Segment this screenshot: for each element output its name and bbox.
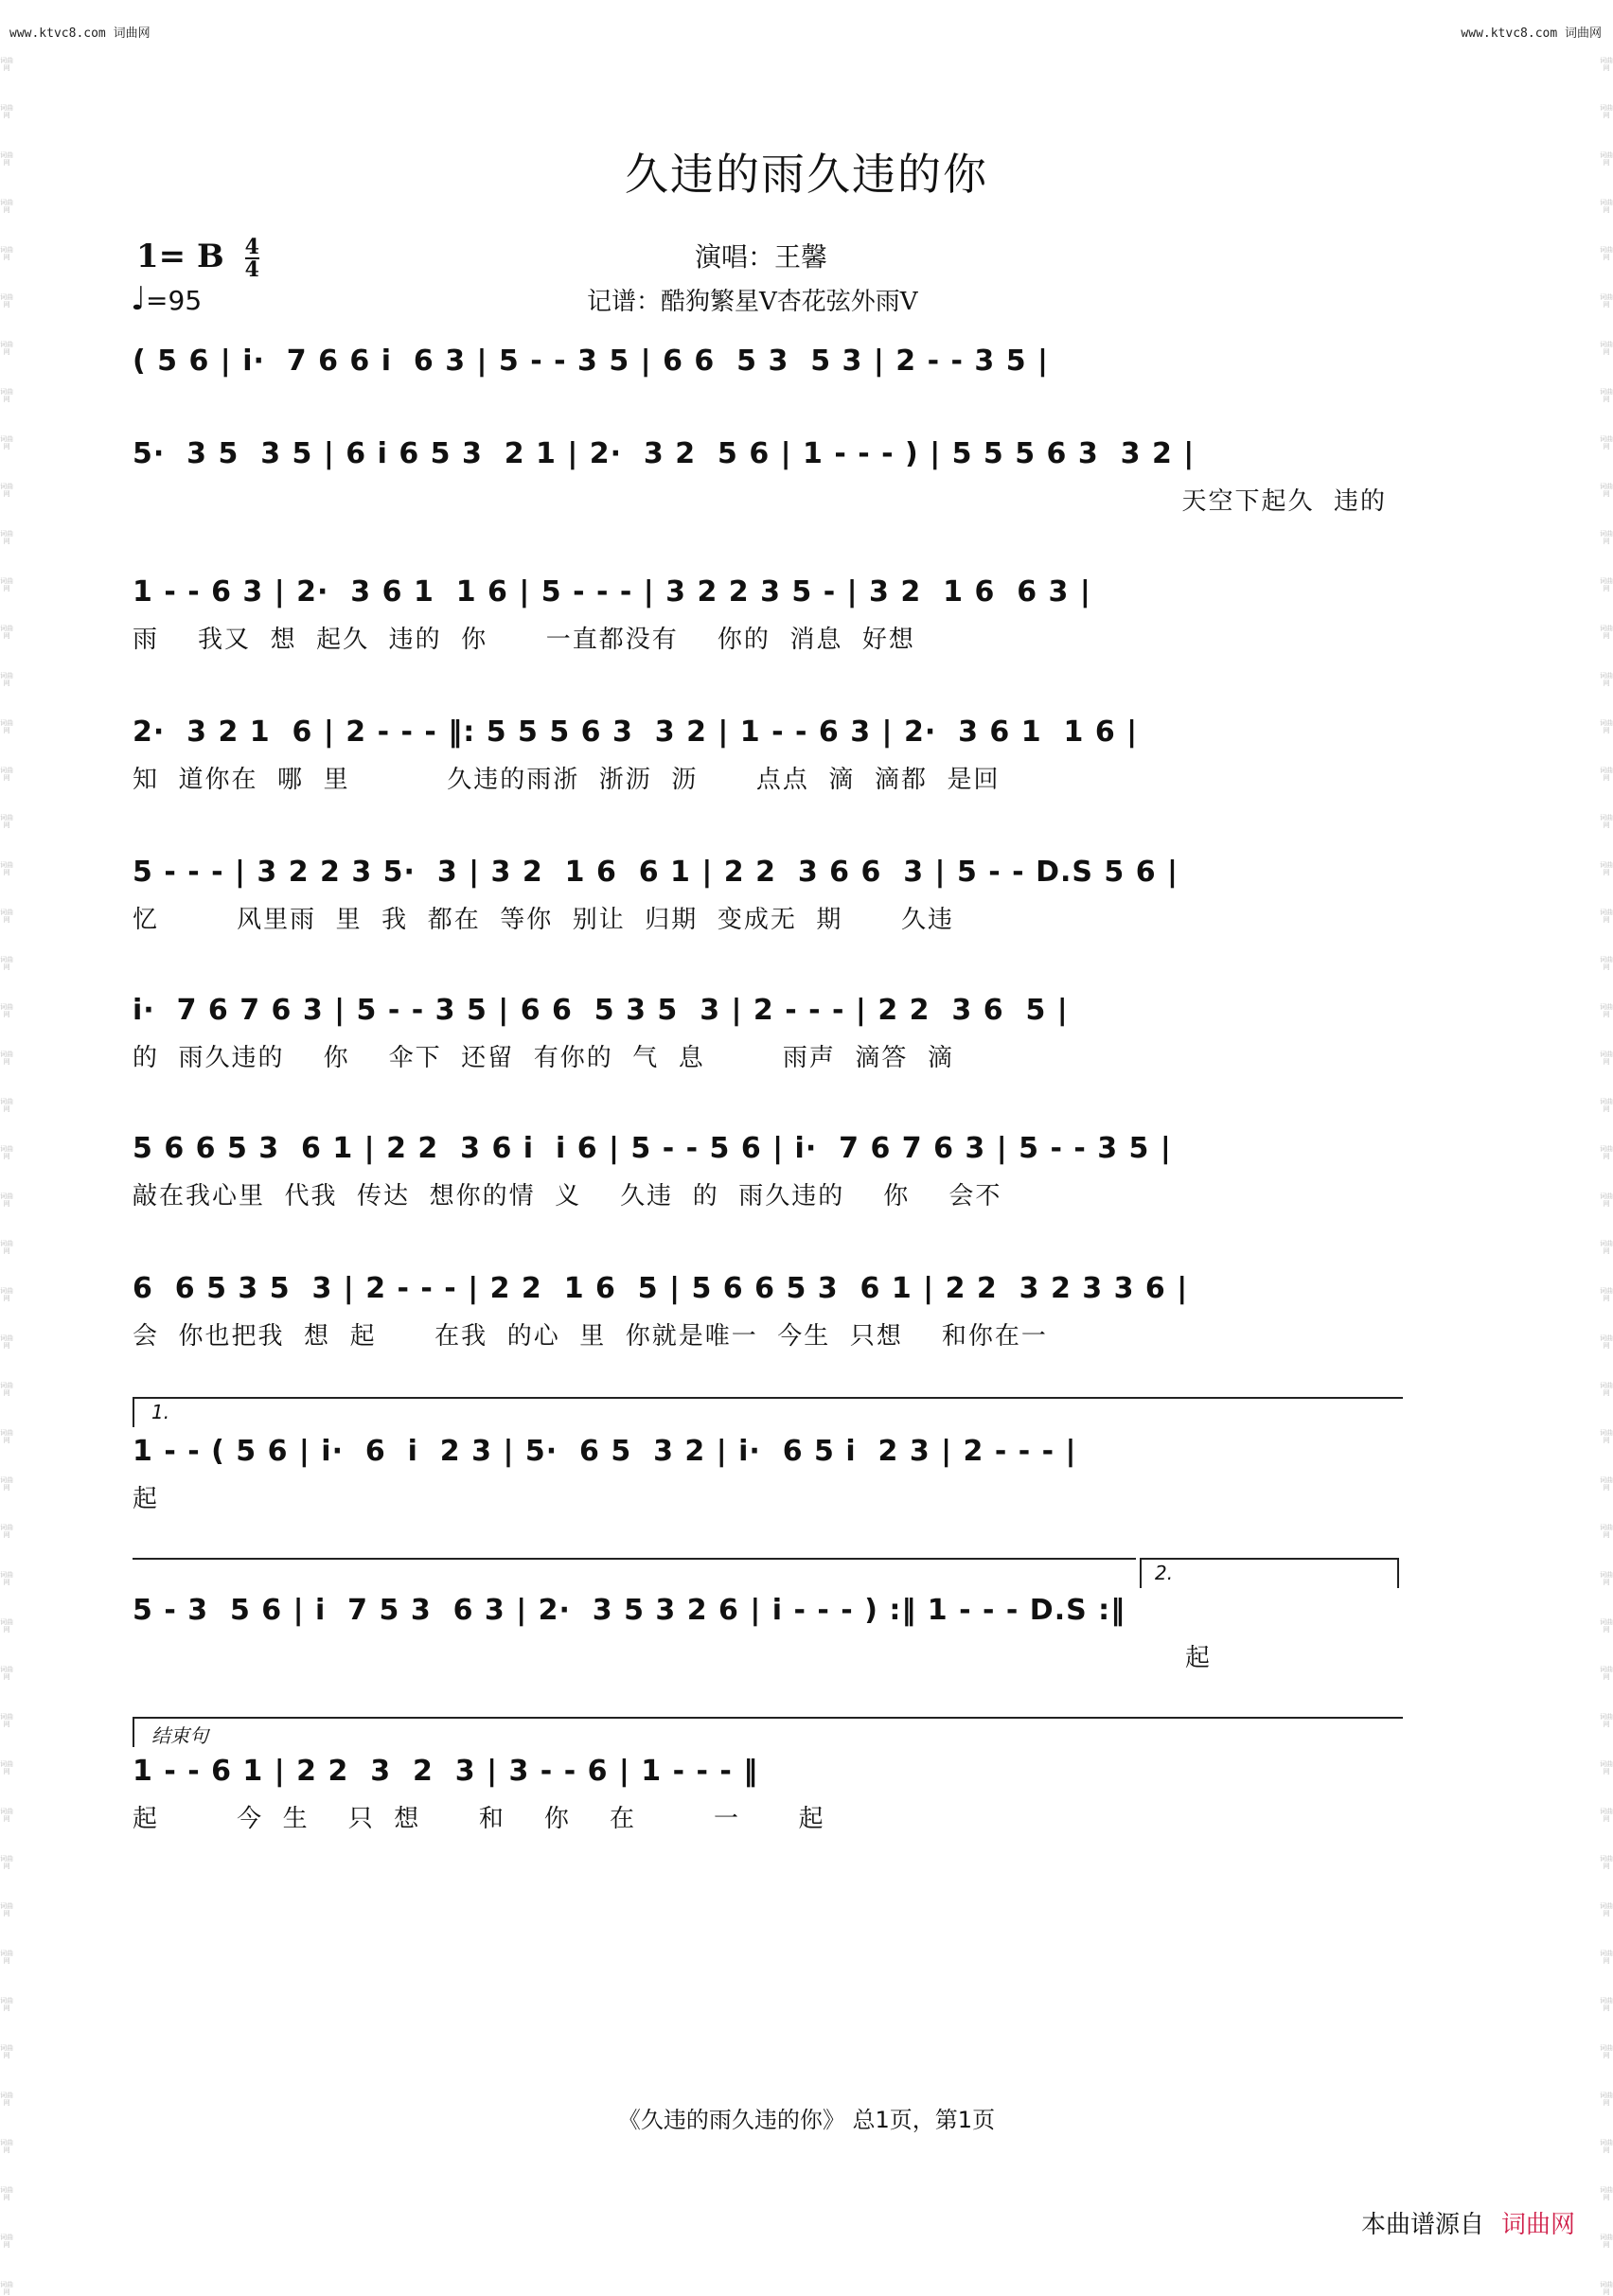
singer-credit: 演唱：王馨 <box>695 241 828 273</box>
score-row-1 <box>133 341 1406 382</box>
notation-line: 1 - - 6 1 | 2 2 3 2 3 | 3 - - 6 | 1 - - - ‖ <box>133 1755 759 1788</box>
coda-label: 结束句 <box>151 1724 208 1747</box>
source-label: 本曲谱源自 <box>1360 2211 1484 2239</box>
score-row-9 <box>133 1431 1406 1516</box>
lyric-line: 知 道你在 哪 里 久违的雨浙 浙沥 沥 点点 滴 滴都 是回 <box>133 766 1001 794</box>
source-brand-link[interactable]: 词曲网 <box>1500 2211 1575 2239</box>
lyric-line: 起 <box>1184 1644 1212 1672</box>
notation-line: 5 6 6 5 3 6 1 | 2 2 3 6 i i 6 | 5 - - 5 6 | i· 7 6 7 6 3 | 5 - - 3 5 | <box>133 1132 1172 1165</box>
notation-line: 5 - - - | 3 2 2 3 5· 3 | 3 2 1 6 6 1 | 2 2 3 6 6 3 | 5 - - D.S 5 6 | <box>133 856 1179 889</box>
score-row-8 <box>133 1268 1406 1353</box>
key-signature <box>136 237 259 280</box>
lyric-line: 起 <box>133 1485 160 1513</box>
coda-bracket <box>133 1717 1403 1747</box>
first-ending-label: 1. <box>151 1401 170 1423</box>
score-row-5 <box>133 852 1406 937</box>
side-watermark-right: 词曲网 词曲网 词曲网 词曲网 词曲网 词曲网 词曲网 词曲网 词曲网 词曲网 词曲网 词曲网 词曲网 词曲网 词曲网 词曲网 词曲网 词曲网 词曲网 词曲网 词曲网 词曲网 词曲网 词曲网 词曲网 词曲网 词曲网 词曲网 词曲网 词曲网 词曲网 词曲网 词曲网 词曲网 词曲网 词曲网 词曲网 词曲网 词曲网 词曲网 词曲网 词曲网 词曲网 词曲网 词曲网 词曲网 词曲网 词曲网 <box>1600 57 1613 2296</box>
second-ending-label: 2. <box>1155 1562 1174 1584</box>
notation-line: 5 - 3 5 6 | i 7 5 3 6 3 | 2· 3 5 3 2 6 | i - - - ) :‖ 1 - - - D.S :‖ <box>133 1594 1126 1627</box>
notation-line: i· 7 6 7 6 3 | 5 - - 3 5 | 6 6 5 3 5 3 | 2 - - - | 2 2 3 6 5 | <box>133 994 1069 1027</box>
side-watermark-left: 词曲网 词曲网 词曲网 词曲网 词曲网 词曲网 词曲网 词曲网 词曲网 词曲网 词曲网 词曲网 词曲网 词曲网 词曲网 词曲网 词曲网 词曲网 词曲网 词曲网 词曲网 词曲网 词曲网 词曲网 词曲网 词曲网 词曲网 词曲网 词曲网 词曲网 词曲网 词曲网 词曲网 词曲网 词曲网 词曲网 词曲网 词曲网 词曲网 词曲网 词曲网 词曲网 词曲网 词曲网 词曲网 词曲网 词曲网 词曲网 <box>0 57 13 2296</box>
score-row-7 <box>133 1128 1406 1213</box>
transcriber-credit: 记谱：酷狗繁星V杏花弦外雨V <box>587 288 918 316</box>
page-footer: 《久违的雨久违的你》 总1页，第1页 <box>617 2107 996 2133</box>
key-label: 1= B <box>136 238 224 275</box>
source-credit <box>1361 2205 1575 2240</box>
lyric-line: 天空下起久 违的 <box>1181 487 1387 516</box>
notation-line: 1 - - ( 5 6 | i· 6 i 2 3 | 5· 6 5 3 2 | i· 6 5 i 2 3 | 2 - - - | <box>133 1435 1077 1468</box>
tempo-value: =95 <box>146 285 203 316</box>
score-row-6 <box>133 990 1406 1075</box>
time-signature <box>245 237 259 280</box>
time-bottom: 4 <box>244 257 259 282</box>
tempo-marking <box>131 280 202 318</box>
notation-line: 6 6 5 3 5 3 | 2 - - - | 2 2 1 6 5 | 5 6 6 5 3 6 1 | 2 2 3 2 3 3 6 | <box>133 1272 1189 1305</box>
site-url-left: www.ktvc8.com 词曲网 <box>9 26 151 41</box>
score-row-3 <box>133 572 1406 657</box>
notation-line: 1 - - 6 3 | 2· 3 6 1 1 6 | 5 - - - | 3 2 2 3 5 - | 3 2 1 6 6 3 | <box>133 575 1091 609</box>
notation-line: 5· 3 5 3 5 | 6 i 6 5 3 2 1 | 2· 3 2 5 6 | 1 - - - ) | 5 5 5 6 3 3 2 | <box>133 437 1196 470</box>
lyric-line: 会 你也把我 想 起 在我 的心 里 你就是唯一 今生 只想 和你在一 <box>133 1322 1048 1351</box>
second-ending-bracket <box>1140 1558 1399 1588</box>
time-top: 4 <box>244 235 259 259</box>
score-row-11 <box>133 1751 1406 1836</box>
score-row-10 <box>133 1590 1406 1675</box>
lyric-line: 起 今 生 只 想 和 你 在 一 起 <box>133 1805 825 1833</box>
lyric-line: 敲在我心里 代我 传达 想你的情 义 久违 的 雨久违的 你 会不 <box>133 1182 1002 1210</box>
lyric-line: 忆 风里雨 里 我 都在 等你 别让 归期 变成无 期 久违 <box>133 906 954 934</box>
notation-line: ( 5 6 | i· 7 6 6 i 6 3 | 5 - - 3 5 | 6 6 5 3 5 3 | 2 - - 3 5 | <box>133 344 1049 378</box>
site-url-right: www.ktvc8.com 词曲网 <box>1461 26 1602 41</box>
song-title: 久违的雨久违的你 <box>625 149 988 200</box>
score-row-4 <box>133 712 1406 797</box>
notation-line: 2· 3 2 1 6 | 2 - - - ‖: 5 5 5 6 3 3 2 | 1 - - 6 3 | 2· 3 6 1 1 6 | <box>133 715 1139 749</box>
first-ending-bracket <box>133 1397 1403 1427</box>
score-row-2 <box>133 433 1406 519</box>
lyric-line: 雨 我又 想 起久 违的 你 一直都没有 你的 消息 好想 <box>133 626 915 654</box>
first-ending-extension <box>133 1558 1136 1560</box>
lyric-line: 的 雨久违的 你 伞下 还留 有你的 气 息 雨声 滴答 滴 <box>133 1044 954 1072</box>
quarter-note-icon: ♩ <box>131 280 147 318</box>
